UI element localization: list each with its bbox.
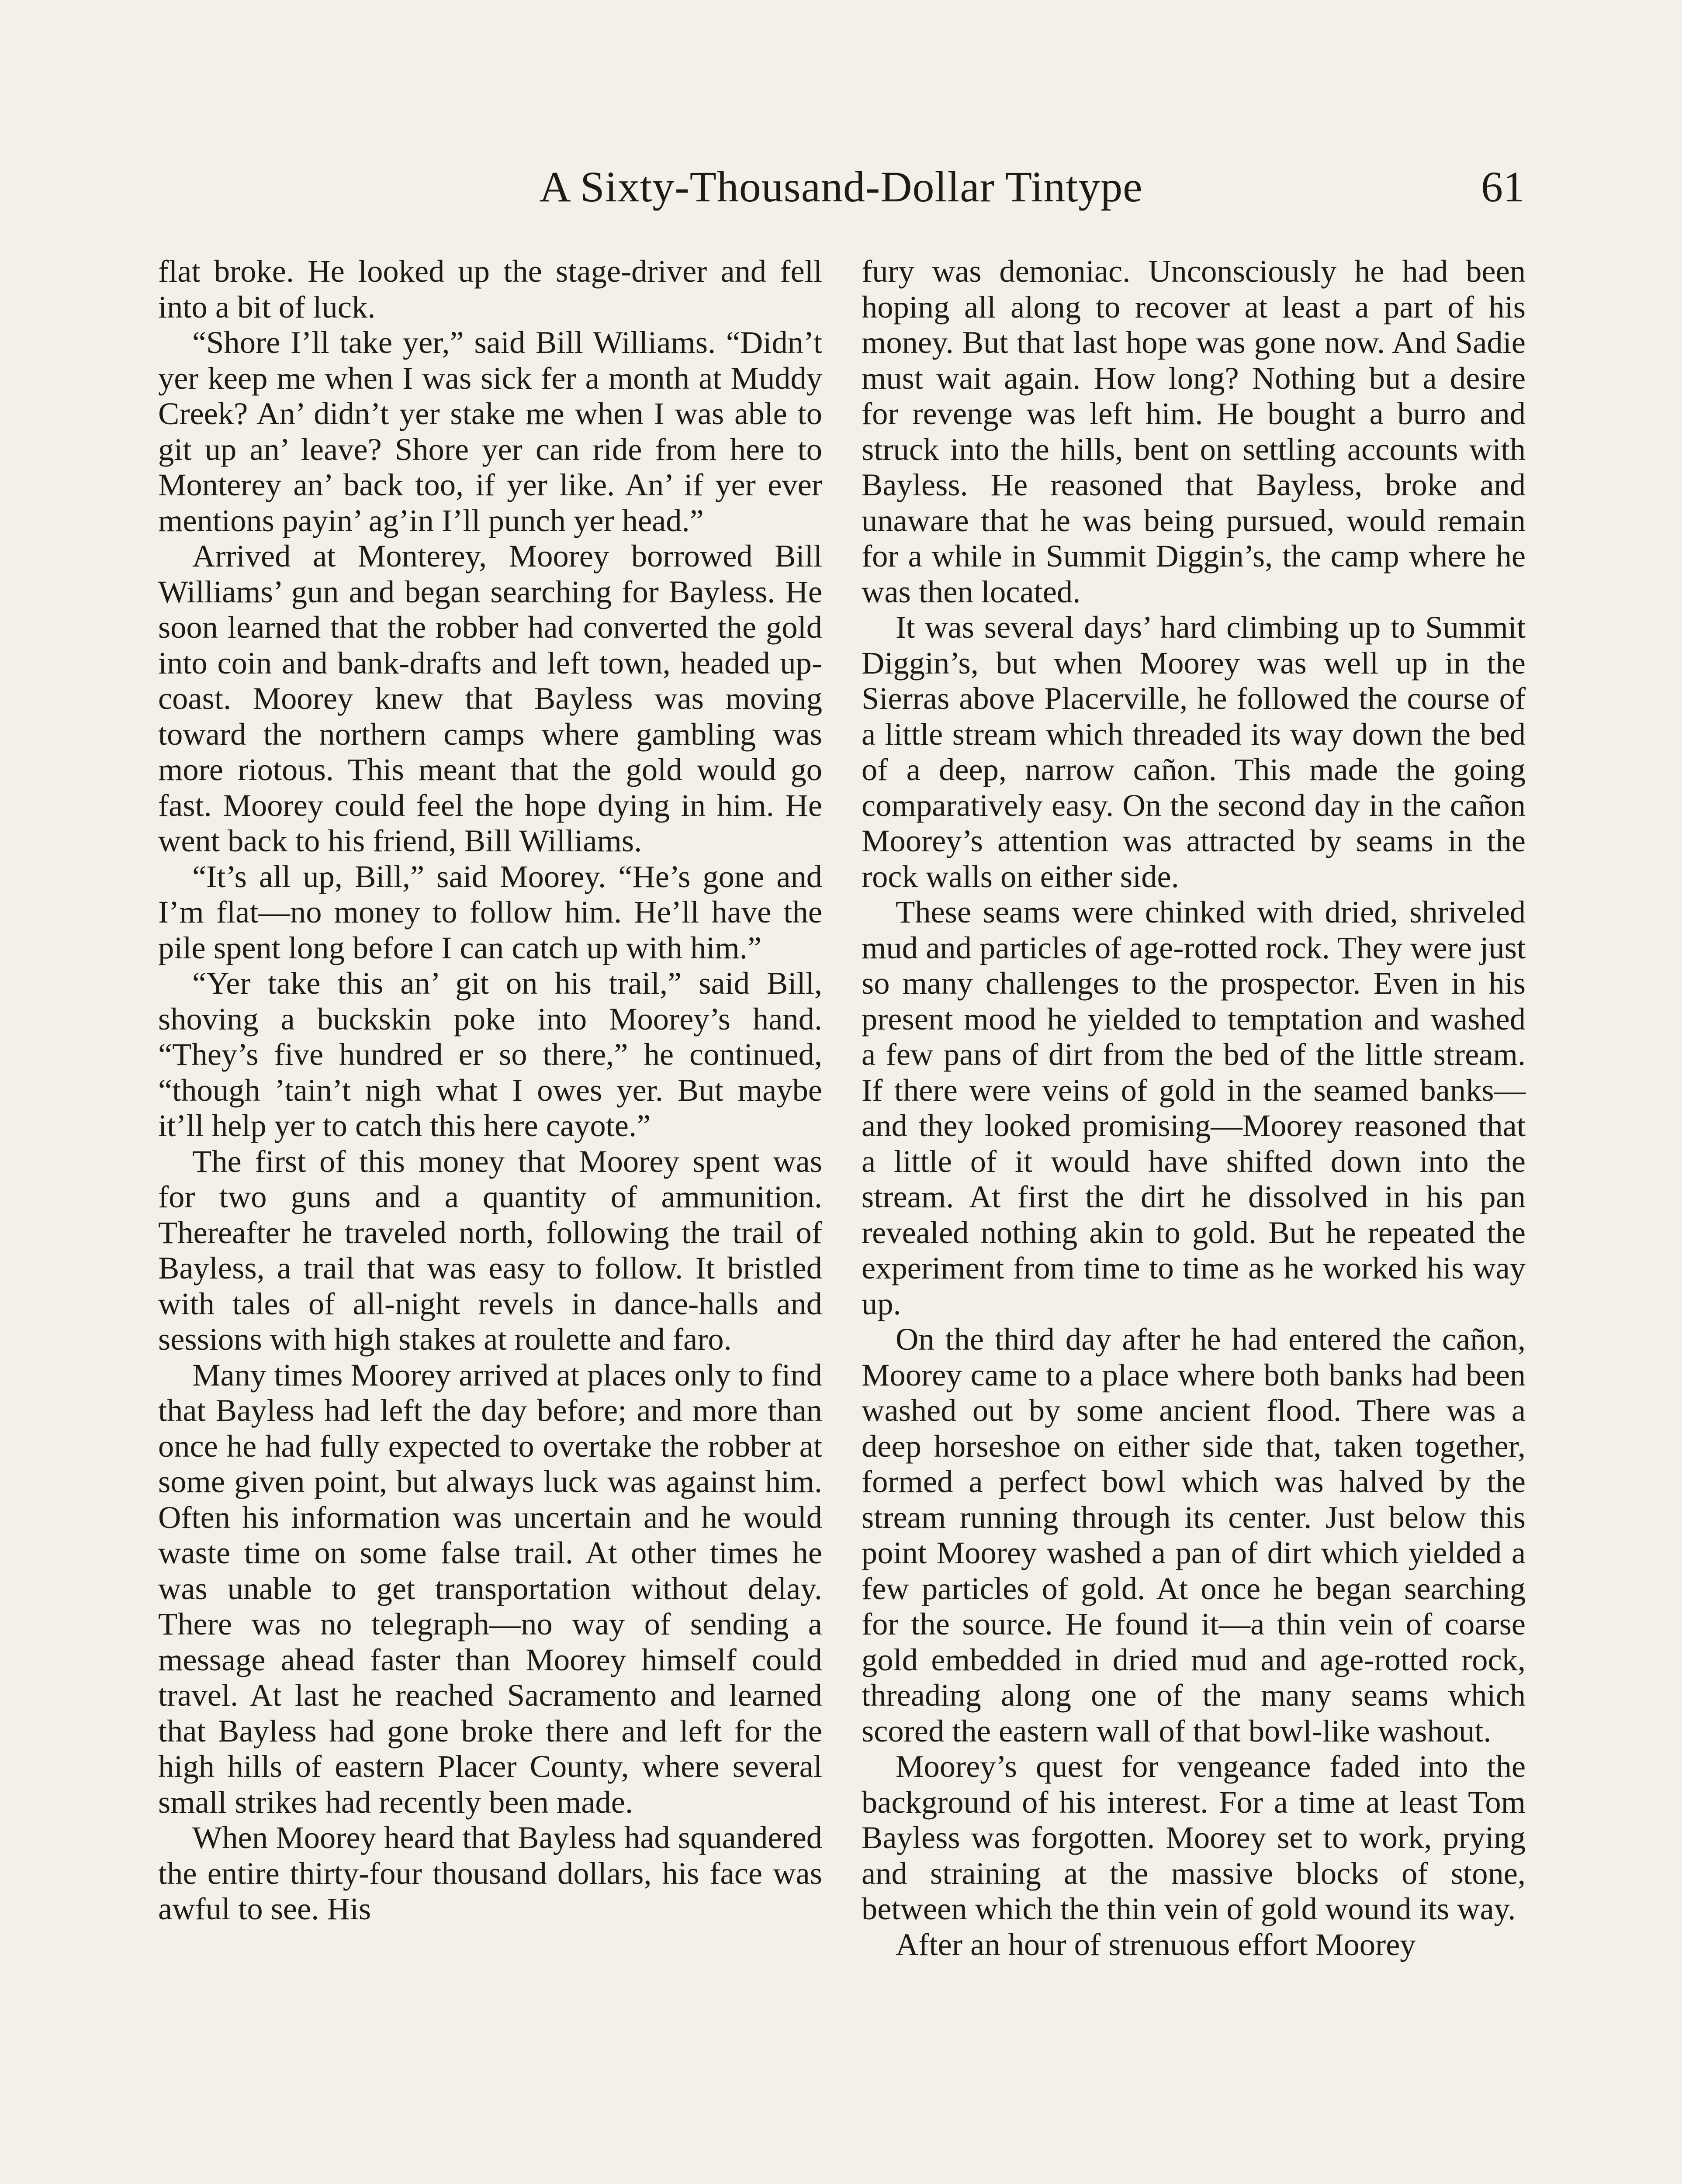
paragraph: “It’s all up, Bill,” said Moorey. “He’s gone and I’m flat—no money to follow him. He’ll have the pile spent long before I can catch up with him.”: [158, 858, 822, 965]
paragraph: flat broke. He looked up the stage-driver and fell into a bit of luck.: [158, 253, 822, 325]
paragraph: Arrived at Monterey, Moorey borrowed Bill Williams’ gun and began searching for Bayless. He soon learned that the robber had converted the gold into coin and bank-drafts and left town, headed up-coast. Moorey knew that Bayless was moving toward the northern camps where gambling was more riotous. This meant that the gold would go fast. Moorey could feel the hope dying in him. He went back to his friend, Bill Williams.: [158, 538, 822, 858]
page-number: 61: [1481, 162, 1525, 211]
paragraph: Many times Moorey arrived at places only to find that Bayless had left the day before; and more than once he had fully expected to overtake the robber at some given point, but always luck was against him. Often his information was uncertain and he would waste time on some false trail. At other times he was unable to get transportation without delay. There was no telegraph—no way of sending a message ahead faster than Moorey himself could travel. At last he reached Sacramento and learned that Bayless had gone broke there and left for the high hills of eastern Placer County, where several small strikes had recently been made.: [158, 1357, 822, 1820]
paragraph: Moorey’s quest for vengeance faded into the background of his interest. For a time at least Tom Bayless was forgotten. Moorey set to work, prying and straining at the massive blocks of stone, between which the thin vein of gold wound its way.: [862, 1749, 1526, 1926]
paragraph: fury was demoniac. Unconsciously he had been hoping all along to recover at least a part of his money. But that last hope was gone now. And Sadie must wait again. How long? Nothing but a desire for revenge was left him. He bought a burro and struck into the hills, bent on settling accounts with Bayless. He reasoned that Bayless, broke and unaware that he was being pursued, would remain for a while in Summit Diggin’s, the camp where he was then located.: [862, 253, 1526, 609]
paragraph: It was several days’ hard climbing up to Summit Diggin’s, but when Moorey was well up in the Sierras above Placerville, he followed the course of a little stream which threaded its way down the bed of a deep, narrow cañon. This made the going comparatively easy. On the second day in the cañon Moorey’s attention was attracted by seams in the rock walls on either side.: [862, 609, 1526, 894]
text-column-right: [862, 253, 1526, 1962]
running-title: A Sixty-Thousand-Dollar Tintype: [539, 162, 1143, 211]
paragraph: These seams were chinked with dried, shriveled mud and particles of age-rotted rock. They were just so many challenges to the prospector. Even in his present mood he yielded to temptation and washed a few pans of dirt from the bed of the little stream. If there were veins of gold in the seamed banks—and they looked promising—Moorey reasoned that a little of it would have shifted down into the stream. At first the dirt he dissolved in his pan revealed nothing akin to gold. But he repeated the experiment from time to time as he worked his way up.: [862, 894, 1526, 1321]
paragraph: When Moorey heard that Bayless had squandered the entire thirty-four thousand dollars, his face was awful to see. His: [158, 1820, 822, 1926]
paragraph: The first of this money that Moorey spent was for two guns and a quantity of ammunition. Thereafter he traveled north, following the trail of Bayless, a trail that was easy to follow. It bristled with tales of all-night revels in dance-halls and sessions with high stakes at roulette and faro.: [158, 1143, 822, 1357]
paragraph: “Shore I’ll take yer,” said Bill Williams. “Didn’t yer keep me when I was sick fer a month at Muddy Creek? An’ didn’t yer stake me when I was able to git up an’ leave? Shore yer can ride from here to Monterey an’ back too, if yer like. An’ if yer ever mentions payin’ ag’in I’ll punch yer head.”: [158, 325, 822, 538]
paragraph: After an hour of strenuous effort Moorey: [896, 1926, 1416, 1962]
paragraph: “Yer take this an’ git on his trail,” said Bill, shoving a buckskin poke into Moorey’s hand. “They’s five hundred er so there,” he continued, “though ’tain’t nigh what I owes yer. But maybe it’ll help yer to catch this here cayote.”: [158, 965, 822, 1143]
running-head: [157, 162, 1525, 223]
paragraph: On the third day after he had entered the cañon, Moorey came to a place where both banks had been washed out by some ancient flood. There was a deep horseshoe on either side that, taken together, formed a perfect bowl which was halved by the stream running through its center. Just below this point Moorey washed a pan of dirt which yielded a few particles of gold. At once he began searching for the source. He found it—a thin vein of coarse gold embedded in dried mud and age-rotted rock, threading along one of the many seams which scored the eastern wall of that bowl-like washout.: [862, 1321, 1526, 1749]
text-column-left: [158, 253, 822, 1927]
